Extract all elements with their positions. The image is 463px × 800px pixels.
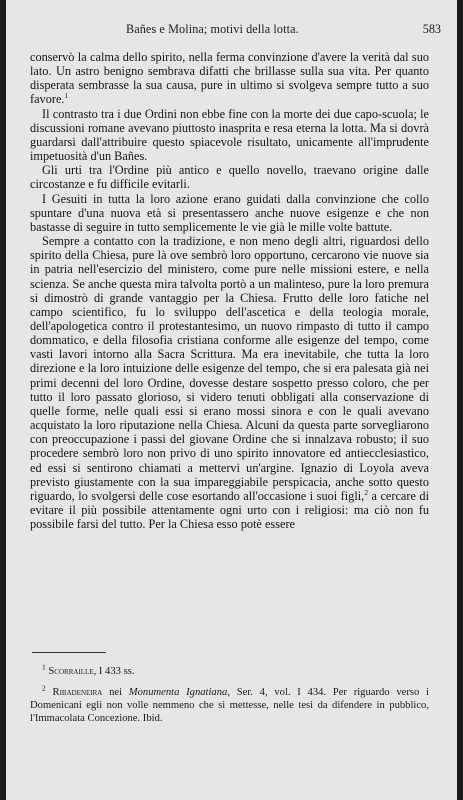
paragraph: Gli urti tra l'Ordine più antico e quello novello, traevano origine dalle circostanze e fu difficile evitarli. [30, 163, 429, 192]
paragraph: Il contrasto tra i due Ordini non ebbe fine con la morte dei due capo-scuola; le discussioni romane avevano piuttosto inasprita e resa eterna la lotta. Ma si dovrà guardarsi dall'attribuire questo spiacevole risultato, unicamente all'imprudente impetuosità d'un Bañes. [30, 106, 429, 164]
footnote-ref: 1 [64, 91, 69, 101]
footnote-number: 2 [42, 683, 46, 693]
footnote-author: Ribadeneira [52, 687, 103, 698]
footnote: $^2$ Ribadeneira nei Monumenta Ignatiana, Ser. 4, vol. I 434. Per riguardo verso i Domenicani egli non volle nemmeno che si mettesse, nelle tesi da difendere in pubblico, l'Immacolata Concezione. Ibid. [30, 683, 429, 724]
main-text [30, 50, 429, 531]
footnote-author: Scorraille, [48, 666, 97, 677]
running-title: Bañes e Molina; motivi della lotta. [126, 22, 299, 36]
page-header [46, 22, 441, 38]
footnotes [30, 662, 429, 725]
footnote: $^1$ Scorraille, I 433 ss. [42, 662, 135, 677]
paragraph: I Gesuiti in tutta la loro azione erano guidati dalla convinzione che collo spuntare d'una nuova età si presentassero anche nuove esigenze e che non bastasse di seguire in tutto semplicemente le vie già le mille volte battute. [30, 191, 429, 234]
footnote-number: 1 [42, 662, 46, 672]
footnote-divider [32, 652, 106, 653]
footnote-title: Monumenta Ignatiana [128, 687, 228, 698]
paragraph: conservò la calma dello spirito, nella ferma convinzione d'avere la verità dal suo lato. Un astro benigno sembrava difatti che brillasse sulla sua vita. Per quanto disperata sembrasse la sua causa, pure in ultimo si svolgeva sempre tutto a suo favore.$^1$ [30, 50, 429, 107]
book-page [6, 0, 457, 800]
footnote-ref: 2 [364, 487, 368, 497]
paragraph: Sempre a contatto con la tradizione, e non meno degli altri, riguardosi dello spirito della Chiesa, pure là ove sembrò loro opportuno, cercarono vie nuove sia in patria nell'esercizio del ministero, come pure nelle missioni estere, e nella scienza. Se anche questa mira talvolta portò a un malinteso, pure la loro premura si dimostrò di grande vantaggio per la Chiesa. Frutto delle loro fatiche nel campo scientifico, fu lo sviluppo dell'ascetica e della teologia morale, dell'apologetica contro il protestantesimo, un nuovo rimpasto di tutto il campo dommatico, e della filosofia cristiana conforme alle esigenze del tempo, come vasti lavori intorno alla Sacra Scrittura. Ma era inevitabile, che tutta la loro direzione e la loro intuizione delle esigenze del tempo, che si era palesata già nei primi decenni del loro Ordine, dovesse destare sospetto presso coloro, che per tutto il loro passato glorioso, si videro tenuti obbligati alla conservazione di quelle forme, nelle quali essi si erano mossi sinora e con le quali avevano acquistato la loro riputazione nella Chiesa. Alcuni da questa parte sorvegliarono con preoccupazione i passi del giovane Ordine che si innalzava robusto; il suo procedere sembrò loro non privo di uno spirito innovatore ed antiecclesiastico, ed essi si sentirono chiamati a mettervi un'argine. Ignazio di Loyola aveva previsto giustamente con la sua impareggiabile perspicacia, anche sotto questo riguardo, lo svolgersi delle cose esortando all'occasione i suoi figli,$^2$ a cercare di evitare il più possibile attentamente ogni urto con i religiosi: ma ciò non fu possibile farsi del tutto. Per la Chiesa esso potè essere [30, 234, 429, 532]
page-number: 583 [422, 22, 441, 36]
